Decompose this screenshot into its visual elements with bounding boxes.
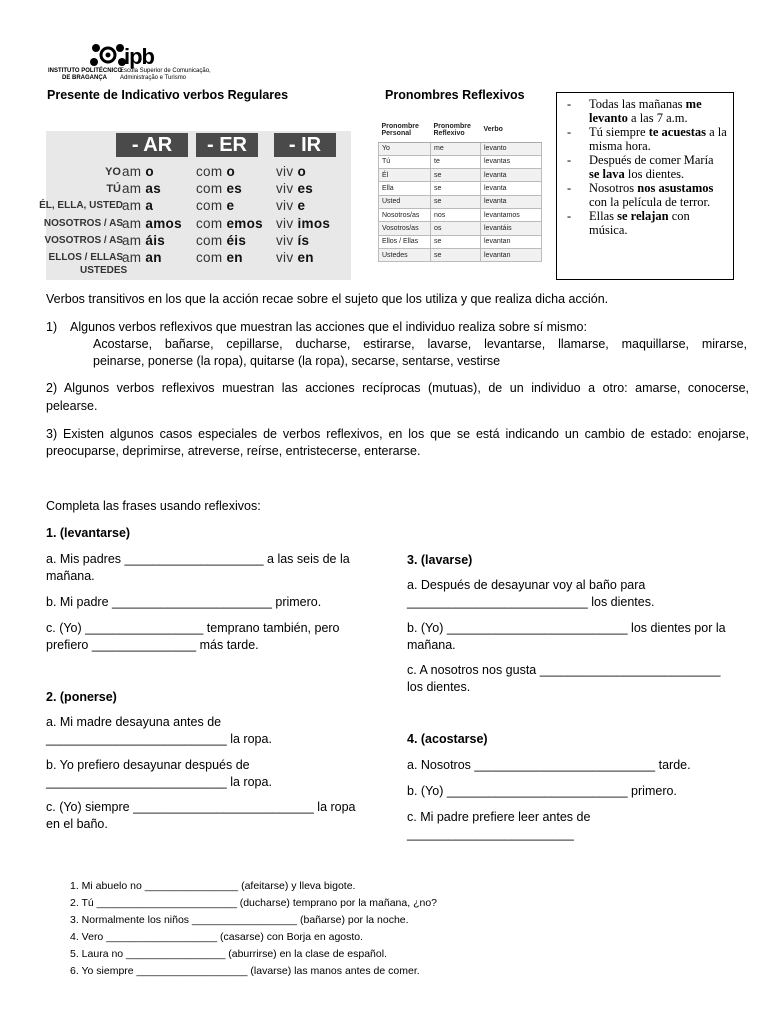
exercise-title: Completa las frases usando reflexivos: — [46, 499, 261, 513]
verb-stem: am — [122, 233, 142, 248]
table-cell: Usted — [379, 195, 431, 208]
conj-er-0 — [196, 164, 235, 179]
example-text: a las 7 a.m. — [627, 111, 688, 125]
example-reflexive-verb: se relajan — [617, 209, 669, 223]
table-cell: Vosotros/as — [379, 222, 431, 235]
table-cell: Ustedes — [379, 248, 431, 261]
logo-wordmark: ipb — [124, 44, 154, 69]
conj-ir-1 — [276, 181, 313, 196]
conj-ar-2 — [122, 198, 153, 213]
verb-stem: am — [122, 250, 142, 265]
example-reflexive-verb: te acuestas — [648, 125, 706, 139]
examples-box — [556, 92, 734, 280]
verb-stem: am — [122, 198, 142, 213]
conj-ir-3 — [276, 216, 330, 231]
table-cell: Ella — [379, 182, 431, 195]
list-item: 4. Vero ___________________ (casarse) con Borja en agosto. — [70, 931, 364, 943]
verb-stem: viv — [276, 198, 294, 213]
verb-stem: com — [196, 216, 223, 231]
verb-stem: com — [196, 164, 223, 179]
example-text: con la película de terror. — [589, 195, 711, 209]
th-reflexive: Pronombre Reflexivo — [431, 118, 481, 142]
verb-stem: viv — [276, 181, 294, 196]
example-reflexive-verb: me levanto — [589, 97, 702, 125]
table-cell: se — [431, 182, 481, 195]
exercise-3a-line1: a. Después de desayunar voy al baño para — [407, 578, 646, 592]
example-reflexive-verb: nos asustamos — [637, 181, 714, 195]
verb-ending: en — [297, 250, 314, 265]
exercise-1b: b. Mi padre _______________________ primero. — [46, 595, 322, 609]
conj-er-4 — [196, 233, 246, 248]
verb-ending: emos — [226, 216, 263, 231]
verb-ending: as — [145, 181, 162, 196]
verb-stem: viv — [276, 164, 294, 179]
exercise-3a-line2: __________________________ los dientes. — [407, 595, 655, 609]
conjugation-panel — [39, 131, 351, 280]
exercise-2b-line1: b. Yo prefiero desayunar después de — [46, 758, 250, 772]
table-row — [379, 169, 542, 182]
point1-number: 1) — [46, 320, 58, 334]
example-reflexive-verb: se lava — [589, 167, 625, 181]
verb-stem: com — [196, 181, 223, 196]
point2-line1: 2) Algunos verbos reflexivos muestran las acciones recíprocas (mutuas), de un individuo a otro: amarse, conocerse, — [46, 381, 749, 395]
logo-institute-line2: DE BRAGANÇA — [62, 75, 107, 81]
verb-ending: ís — [297, 233, 310, 248]
exercise-2-title: 2. (ponerse) — [46, 690, 117, 704]
th-personal: Pronombre Personal — [379, 118, 431, 142]
table-cell: levanto — [481, 142, 542, 155]
verb-ending: es — [226, 181, 243, 196]
pronoun-el: ÉL, ELLA, USTED — [39, 200, 123, 211]
table-cell: se — [431, 169, 481, 182]
th-verb: Verbo — [481, 118, 542, 142]
verb-stem: com — [196, 233, 223, 248]
table-row — [379, 222, 542, 235]
verb-stem: am — [122, 181, 142, 196]
verb-ending: an — [145, 250, 162, 265]
title-present-indicative: Presente de Indicativo verbos Regulares — [47, 88, 289, 102]
exercise-1c-line1: c. (Yo) _________________ temprano también, pero — [46, 621, 340, 635]
table-cell: levantan — [481, 235, 542, 248]
example-text: los dientes. — [624, 167, 685, 181]
conj-er-3 — [196, 216, 263, 231]
verb-ending: e — [297, 198, 306, 213]
header-ir: - IR — [274, 133, 336, 157]
list-item: 6. Yo siempre ___________________ (lavarse) las manos antes de comer. — [70, 965, 420, 977]
verb-ending: o — [297, 164, 307, 179]
verb-ending: a — [145, 198, 154, 213]
conj-er-2 — [196, 198, 234, 213]
verb-ending: en — [226, 250, 243, 265]
conj-ar-1 — [122, 181, 161, 196]
example-item — [563, 209, 727, 237]
verb-stem: am — [122, 216, 142, 231]
exercise-3c-line2: los dientes. — [407, 680, 471, 694]
example-text: a la misma hora. — [589, 125, 727, 153]
conj-ar-5 — [122, 250, 162, 265]
verb-ending: áis — [145, 233, 166, 248]
example-text: Después de comer María — [589, 153, 714, 167]
exercise-4b: b. (Yo) __________________________ primero. — [407, 784, 677, 798]
conj-er-5 — [196, 250, 243, 265]
table-cell: Nosotros/as — [379, 208, 431, 221]
table-cell: levantas — [481, 155, 542, 168]
pronoun-vosotros: VOSOTROS / AS — [44, 235, 123, 246]
point1-verbs-line1: Acostarse, bañarse, cepillarse, ducharse, estirarse, lavarse, levantarse, llamarse, maquillarse, mirarse, — [93, 337, 747, 351]
table-row — [379, 248, 542, 261]
table-header-row — [379, 118, 542, 142]
ipb-emblem-icon — [88, 42, 128, 70]
exercise-1-title: 1. (levantarse) — [46, 526, 131, 540]
logo-school-line1: Escola Superior de Comunicação, — [120, 68, 211, 74]
table-row — [379, 195, 542, 208]
ipb-logo — [48, 42, 228, 84]
conj-er-1 — [196, 181, 242, 196]
point3-line2: preocuparse, deprimirse, atreverse, reírse, entristecerse, enterarse. — [46, 444, 421, 458]
list-item: 5. Laura no _________________ (aburrirse) en la clase de español. — [70, 948, 387, 960]
header-ar: - AR — [116, 133, 188, 157]
conj-ar-0 — [122, 164, 154, 179]
point1-verbs-line2: peinarse, ponerse (la ropa), quitarse (la ropa), secarse, sentarse, vestirse — [93, 354, 501, 368]
exercise-2c-line2: en el baño. — [46, 817, 108, 831]
exercise-1a-line2: mañana. — [46, 569, 95, 583]
point1-title: Algunos verbos reflexivos que muestran las acciones que el individuo realiza sobre sí mismo: — [70, 320, 587, 334]
exercise-1c-line2: prefiero _______________ más tarde. — [46, 638, 259, 652]
table-cell: levantan — [481, 248, 542, 261]
table-cell: nos — [431, 208, 481, 221]
table-cell: levantáis — [481, 222, 542, 235]
verb-stem: viv — [276, 233, 294, 248]
exercise-2a-line1: a. Mi madre desayuna antes de — [46, 715, 222, 729]
example-text: Nosotros — [589, 181, 638, 195]
table-cell: se — [431, 235, 481, 248]
practice-list — [70, 878, 437, 980]
exercise-3b-line2: mañana. — [407, 638, 456, 652]
conj-ar-3 — [122, 216, 182, 231]
pronoun-ellos: ELLOS / ELLAS — [48, 252, 123, 263]
conj-ir-5 — [276, 250, 314, 265]
exercise-2b-line2: __________________________ la ropa. — [46, 775, 272, 789]
dash-bullet: - — [567, 125, 572, 139]
example-item — [563, 97, 727, 125]
table-cell: levantamos — [481, 208, 542, 221]
title-reflexive-pronouns: Pronombres Reflexivos — [385, 88, 525, 102]
verb-stem: com — [196, 250, 223, 265]
exercise-4a: a. Nosotros __________________________ tarde. — [407, 758, 691, 772]
table-cell: se — [431, 195, 481, 208]
example-text: Tú siempre — [589, 125, 649, 139]
pronoun-tu: TÚ — [106, 183, 121, 195]
conj-ir-2 — [276, 198, 305, 213]
example-text: Ellas — [589, 209, 618, 223]
example-text: Todas las mañanas — [589, 97, 686, 111]
exercise-4-title: 4. (acostarse) — [407, 732, 488, 746]
dash-bullet: - — [567, 209, 572, 223]
dash-bullet: - — [567, 181, 572, 195]
verb-ending: e — [226, 198, 235, 213]
table-cell: Tú — [379, 155, 431, 168]
exercise-4c-line2: ________________________ — [407, 827, 574, 841]
conj-ar-4 — [122, 233, 165, 248]
example-item — [563, 153, 727, 181]
table-row — [379, 142, 542, 155]
verb-stem: am — [122, 164, 142, 179]
table-cell: Yo — [379, 142, 431, 155]
exercise-2c-line1: c. (Yo) siempre __________________________ la ropa — [46, 800, 356, 814]
list-item: 3. Normalmente los niños __________________ (bañarse) por la noche. — [70, 914, 409, 926]
verb-stem: viv — [276, 216, 294, 231]
table-row — [379, 235, 542, 248]
exercise-3c-line1: c. A nosotros nos gusta __________________________ — [407, 663, 721, 677]
intro-text: Verbos transitivos en los que la acción recae sobre el sujeto que los utiliza y que realiza dicha acción. — [46, 292, 609, 306]
reflexive-pronoun-table — [378, 118, 542, 262]
table-cell: os — [431, 222, 481, 235]
example-item — [563, 125, 727, 153]
verb-ending: es — [297, 181, 314, 196]
table-cell: Ellos / Ellas — [379, 235, 431, 248]
pronoun-nosotros: NOSOTROS / AS — [43, 218, 123, 229]
table-row — [379, 182, 542, 195]
table-cell: levanta — [481, 195, 542, 208]
table-cell: Él — [379, 169, 431, 182]
list-item: 1. Mi abuelo no ________________ (afeitarse) y lleva bigote. — [70, 880, 356, 892]
exercise-4c-line1: c. Mi padre prefiere leer antes de — [407, 810, 591, 824]
verb-ending: imos — [297, 216, 331, 231]
conj-ir-0 — [276, 164, 306, 179]
table-cell: me — [431, 142, 481, 155]
exercise-3-title: 3. (lavarse) — [407, 553, 473, 567]
list-item: 2. Tú ________________________ (ducharse) temprano por la mañana, ¿no? — [70, 897, 437, 909]
example-text: con música. — [589, 209, 690, 237]
conj-ir-4 — [276, 233, 309, 248]
logo-school-line2: Administração e Turismo — [120, 75, 187, 81]
verb-ending: o — [226, 164, 236, 179]
table-row — [379, 155, 542, 168]
pronoun-yo: YO — [105, 166, 121, 178]
table-cell: levanta — [481, 169, 542, 182]
table-cell: se — [431, 248, 481, 261]
pronoun-ustedes: USTEDES — [80, 265, 128, 276]
point2-line2: pelearse. — [46, 399, 98, 413]
dash-bullet: - — [567, 97, 572, 111]
logo-institute-line1: INSTITUTO POLITÉCNICO — [48, 68, 123, 74]
exercise-1a-line1: a. Mis padres ____________________ a las seis de la — [46, 552, 350, 566]
verb-stem: viv — [276, 250, 294, 265]
example-item — [563, 181, 727, 209]
verb-ending: éis — [226, 233, 247, 248]
table-cell: te — [431, 155, 481, 168]
header-er: - ER — [196, 133, 258, 157]
verb-stem: com — [196, 198, 223, 213]
table-row — [379, 208, 542, 221]
exercise-3b-line1: b. (Yo) __________________________ los dientes por la — [407, 621, 726, 635]
table-cell: levanta — [481, 182, 542, 195]
verb-ending: o — [145, 164, 154, 179]
exercise-2a-line2: __________________________ la ropa. — [46, 732, 272, 746]
verb-ending: amos — [145, 216, 182, 231]
point3-line1: 3) Existen algunos casos especiales de verbos reflexivos, en los que se está indicando un cambio de estado: enojarse, — [46, 427, 749, 441]
dash-bullet: - — [567, 153, 572, 167]
